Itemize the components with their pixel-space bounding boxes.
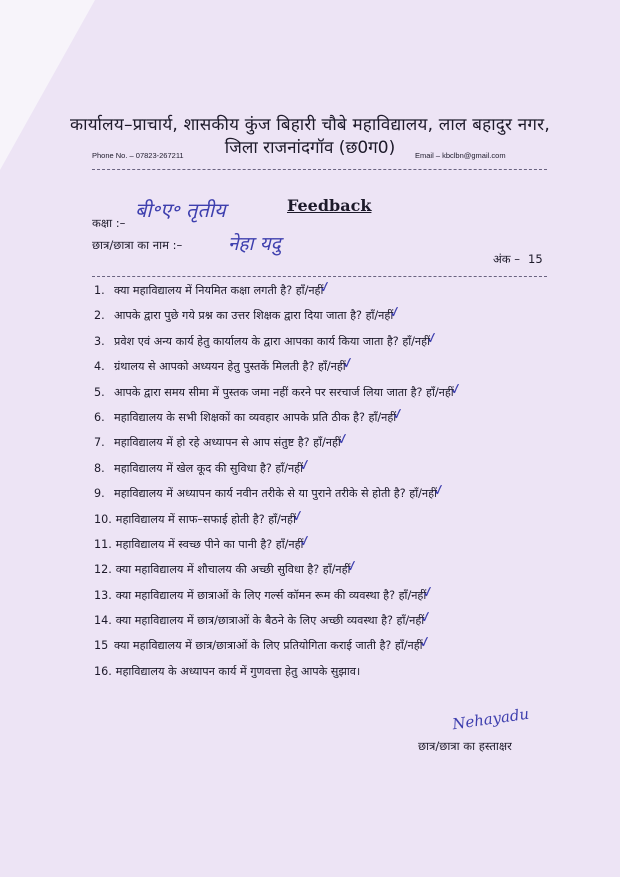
question-number: 13. <box>94 588 112 602</box>
question-item <box>94 302 564 332</box>
question-number: 11. <box>94 537 112 551</box>
question-item <box>94 327 564 358</box>
question-text: महाविद्यालय के अध्यापन कार्य में गुणवत्ता हेतु आपके सुझाव। <box>115 664 361 678</box>
question-number: 8. <box>94 461 105 475</box>
answer-options: हाँ/नहीं <box>426 385 454 399</box>
question-text: महाविद्यालय में साफ–सफाई होती है? <box>115 512 265 526</box>
answer-options: हाँ/नहीं <box>268 512 296 526</box>
answer-options: हाँ/नहीं <box>402 334 430 348</box>
tick-mark: ✓ <box>290 505 307 526</box>
email-address: Email – kbclbn@gmail.com <box>415 151 506 160</box>
question-number: 16. <box>94 664 112 678</box>
page-title: Feedback <box>287 196 372 215</box>
question-item <box>94 276 564 307</box>
marks <box>493 252 543 267</box>
form-divider <box>92 276 547 277</box>
tick-mark: ✓ <box>418 606 435 628</box>
question-item <box>94 378 564 409</box>
question-text: आपके द्वारा पुछे गये प्रश्न का उत्तर शिक्षक द्वारा दिया जाता है? <box>114 309 362 323</box>
answer-options: हाँ/नहीं <box>322 563 351 577</box>
question-list <box>94 276 564 688</box>
question-text: क्या महाविद्यालय में नियमित कक्षा लगती है? <box>114 284 293 297</box>
question-item <box>94 556 564 586</box>
question-item <box>94 429 564 459</box>
question-item <box>94 480 564 510</box>
question-number: 6. <box>94 410 105 424</box>
question-item <box>94 663 564 688</box>
tick-mark: ✓ <box>424 327 441 348</box>
marks-value: 15 <box>528 252 543 266</box>
question-text: आपके द्वारा समय सीमा में पुस्तक जमा नहीं करने पर सरचार्ज लिया जाता है? <box>114 385 423 399</box>
tick-mark: ✓ <box>390 403 407 425</box>
question-number: 10. <box>94 512 112 526</box>
question-text: महाविद्यालय में हो रहे अध्यापन से आप संतुष्ट है? <box>114 436 310 450</box>
tick-mark: ✓ <box>297 530 314 552</box>
question-item <box>94 530 564 561</box>
question-number: 7. <box>94 436 105 450</box>
answer-options: हाँ/नहीं <box>368 410 397 424</box>
question-text: प्रवेश एवं अन्य कार्य हेतु कार्यालय के द्वारा आपका कार्य किया जाता है? <box>114 334 399 348</box>
class-label: कक्षा :– <box>92 216 126 230</box>
tick-mark: ✓ <box>339 353 356 374</box>
name-value: नेहा यदु <box>228 233 281 255</box>
question-item <box>94 353 564 383</box>
question-text: महाविद्यालय के सभी शिक्षकों का व्यवहार आपके प्रति ठीक है? <box>114 410 365 424</box>
question-text: क्या महाविद्यालय में छात्राओं के लिए गर्ल्स कॉमन रूम की व्यवस्था है? <box>115 588 396 602</box>
tick-mark: ✓ <box>447 378 465 399</box>
tick-mark: ✓ <box>387 302 404 323</box>
question-number: 2. <box>94 309 105 323</box>
tick-mark: ✓ <box>335 429 352 450</box>
question-text: महाविद्यालय में खेल कूद की सुविधा है? <box>114 461 272 475</box>
answer-options: हाँ/नहीं <box>275 537 304 551</box>
header-divider <box>92 169 547 170</box>
tick-mark: ✓ <box>431 480 448 501</box>
question-item <box>94 632 564 662</box>
question-item <box>94 403 564 434</box>
question-text: ग्रंथालय से आपको अध्ययन हेतु पुस्तकें मिलती है? <box>114 360 315 374</box>
tick-mark: ✓ <box>317 276 334 298</box>
answer-options: हाँ/नहीं <box>365 309 394 323</box>
question-number: 12. <box>94 563 112 577</box>
question-text: क्या महाविद्यालय में छात्र/छात्राओं के लिए प्रतियोगिता कराई जाती है? <box>114 639 392 653</box>
answer-options: हाँ/नहीं <box>275 461 304 475</box>
answer-options: हाँ/नहीं <box>295 284 324 297</box>
question-number: 4. <box>94 360 105 374</box>
student-signature: Nehayadu <box>451 704 531 734</box>
question-text: क्या महाविद्यालय में शौचालय की अच्छी सुविधा है? <box>115 563 320 577</box>
class-value: बी॰ए॰ तृतीय <box>135 198 226 222</box>
tick-mark: ✓ <box>344 556 361 577</box>
answer-options: हाँ/नहीं <box>398 588 427 602</box>
marks-label: अंक – <box>493 252 521 266</box>
college-header-line1: कार्यालय–प्राचार्य, शासकीय कुंज बिहारी चौबे महाविद्यालय, लाल बहादुर नगर, <box>70 115 550 135</box>
college-header-line2: जिला राजनांदगॉव (छ0ग0) <box>224 138 396 158</box>
question-item <box>94 505 564 536</box>
phone-number: Phone No. – 07823-267211 <box>92 151 184 160</box>
question-number: 3. <box>94 334 105 348</box>
answer-options: हाँ/नहीं <box>313 436 341 450</box>
question-number: 5. <box>94 385 105 399</box>
tick-mark: ✓ <box>297 454 314 475</box>
answer-options: हाँ/नहीं <box>396 614 425 628</box>
question-item <box>94 581 564 612</box>
tick-mark: ✓ <box>416 632 433 653</box>
question-text: क्या महाविद्यालय में छात्र/छात्राओं के बैठने के लिए अच्छी व्यवस्था है? <box>115 614 393 628</box>
question-number: 14. <box>94 614 112 628</box>
answer-options: हाँ/नहीं <box>409 487 437 501</box>
answer-options: हाँ/नहीं <box>318 360 346 374</box>
question-number: 9. <box>94 487 105 501</box>
question-text: महाविद्यालय में स्वच्छ पीने का पानी है? <box>115 537 273 551</box>
question-item <box>94 454 564 485</box>
signature-label: छात्र/छात्रा का हस्ताक्षर <box>418 739 512 753</box>
question-text: महाविद्यालय में अध्यापन कार्य नवीन तरीके से या पुराने तरीके से होती है? <box>114 487 406 501</box>
question-number: 15 <box>94 639 109 653</box>
question-number: 1. <box>94 284 105 297</box>
answer-options: हाँ/नहीं <box>394 639 423 653</box>
question-item <box>94 606 564 637</box>
tick-mark: ✓ <box>420 581 437 602</box>
name-label: छात्र/छात्रा का नाम :– <box>92 238 183 252</box>
